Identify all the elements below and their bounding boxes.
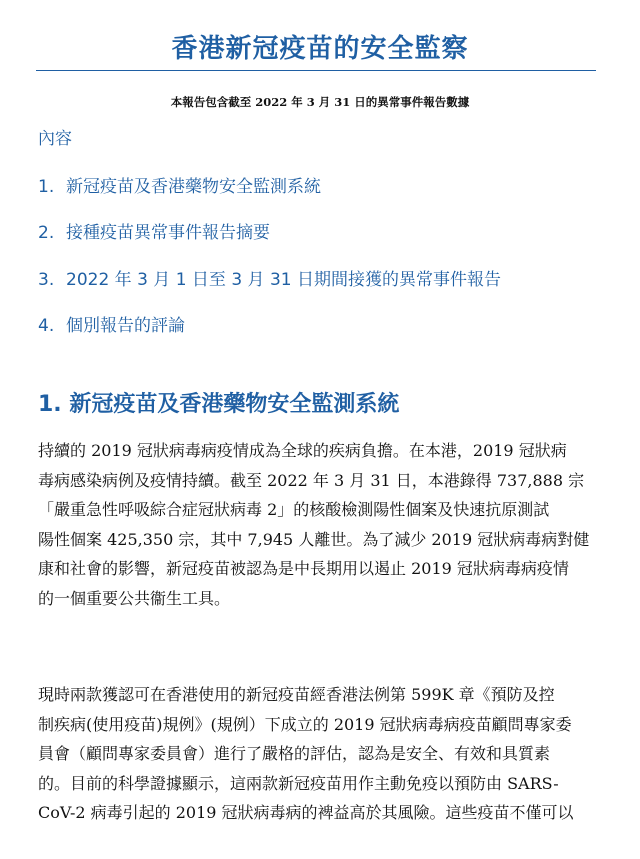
- document-subtitle: 本報告包含截至 2022 年 3 月 31 日的異常事件報告數據: [170, 95, 470, 109]
- paragraph-line: 制疾病(使用疫苗)規例》(規例）下成立的 2019 冠狀病毒病疫苗顧問專家委: [38, 714, 572, 734]
- paragraph-line: 持續的 2019 冠狀病毒病疫情成為全球的疾病負擔。在本港，2019 冠狀病: [38, 441, 567, 460]
- toc-item-label: 接種疫苗異常事件報告摘要: [66, 223, 270, 243]
- paragraph-line: 員會（顧問專家委員會）進行了嚴格的評估，認為是安全、有效和具質素: [38, 744, 551, 763]
- toc-item-2[interactable]: [38, 218, 270, 243]
- paragraph: [38, 680, 608, 828]
- toc-item-number: 4.: [38, 316, 55, 336]
- toc-item-4[interactable]: [38, 311, 185, 336]
- toc-item-number: 1.: [38, 177, 55, 197]
- paragraph-line: 康和社會的影響，新冠疫苗被認為是中長期用以遏止 2019 冠狀病毒病疫情: [38, 559, 569, 578]
- toc-item-1[interactable]: [38, 172, 321, 197]
- toc-item-label: 新冠疫苗及香港藥物安全監測系統: [66, 177, 321, 197]
- paragraph-line: CoV-2 病毒引起的 2019 冠狀病毒病的裨益高於其風險。這些疫苗不僅可以: [38, 803, 574, 822]
- title-divider: [36, 70, 596, 71]
- paragraph-line: 「嚴重急性呼吸綜合症冠狀病毒 2」的核酸檢測陽性個案及快速抗原測試: [38, 500, 550, 519]
- section-heading: 1. 新冠疫苗及香港藥物安全監測系統: [38, 392, 400, 417]
- document-title: 香港新冠疫苗的安全監察: [171, 34, 469, 64]
- toc-item-number: 2.: [38, 223, 55, 243]
- paragraph-line: 毒病感染病例及疫情持續。截至 2022 年 3 月 31 日，本港錄得 737,888 宗: [38, 470, 585, 490]
- paragraph-line: 的一個重要公共衞生工具。: [38, 588, 231, 608]
- toc-heading: 內容: [38, 129, 72, 149]
- toc-item-3[interactable]: [38, 265, 501, 290]
- toc-item-label: 2022 年 3 月 1 日至 3 月 31 日期間接獲的異常事件報告: [66, 270, 501, 290]
- paragraph-line: 的。目前的科學證據顯示，這兩款新冠疫苗用作主動免疫以預防由 SARS-: [38, 773, 559, 793]
- paragraph-line: 陽性個案 425,350 宗，其中 7,945 人離世。為了減少 2019 冠狀病毒病對健: [38, 529, 590, 549]
- toc-item-number: 3.: [38, 270, 55, 290]
- paragraph: [38, 436, 608, 613]
- paragraph-line: 現時兩款獲認可在香港使用的新冠疫苗經香港法例第 599K 章《預防及控: [38, 685, 555, 704]
- toc-item-label: 個別報告的評論: [66, 316, 185, 336]
